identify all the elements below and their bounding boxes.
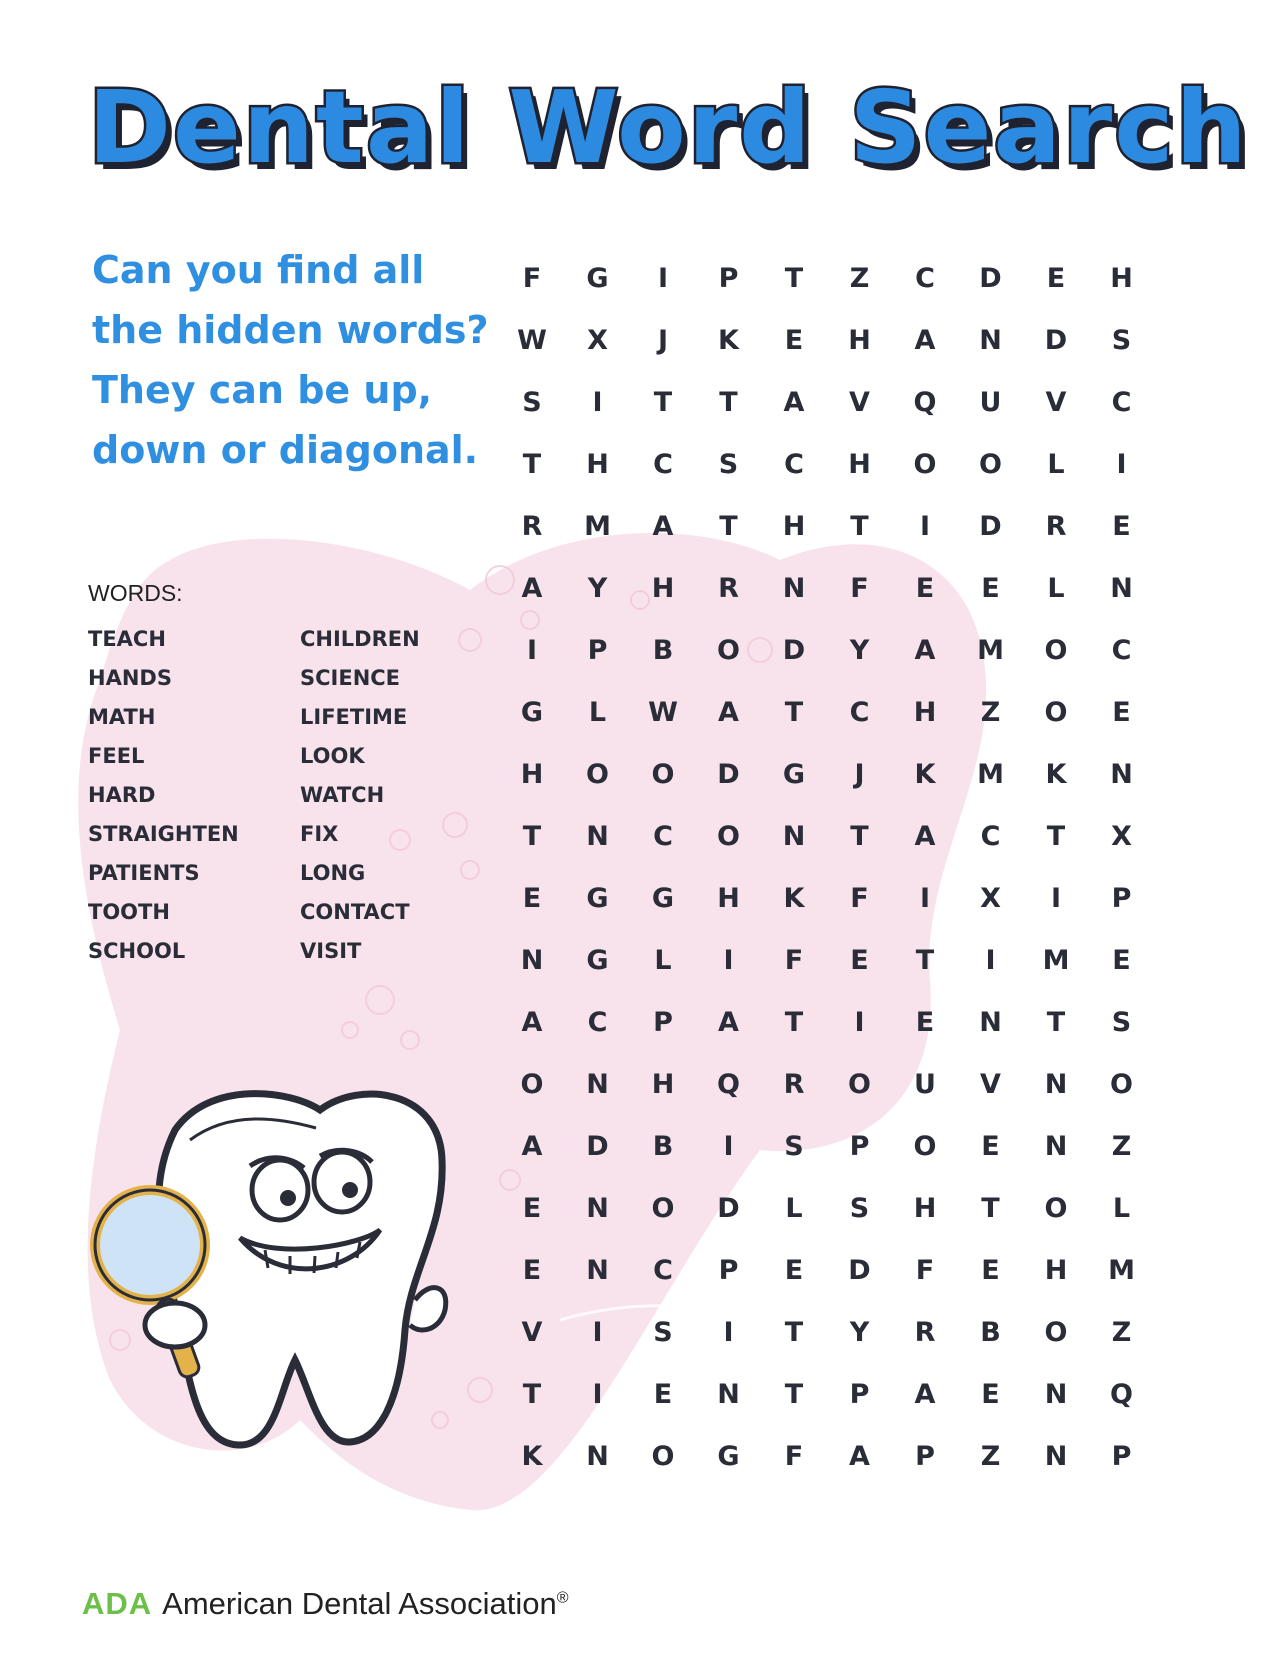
grid-letter: P xyxy=(1111,883,1132,914)
grid-letter: B xyxy=(652,1131,674,1162)
grid-letter: N xyxy=(1044,1379,1068,1410)
grid-letter: U xyxy=(979,387,1002,418)
grid-letter: C xyxy=(653,821,673,852)
grid-letter: G xyxy=(717,1441,740,1472)
grid-letter: P xyxy=(849,1379,870,1410)
word-list-item: LIFETIME xyxy=(300,705,408,729)
grid-letter: T xyxy=(915,945,935,976)
grid-letter: C xyxy=(980,821,1001,852)
grid-letter: I xyxy=(1116,449,1127,480)
word-list-item: TOOTH xyxy=(88,900,170,924)
grid-letter: H xyxy=(782,511,806,542)
grid-letter: Q xyxy=(1110,1379,1133,1410)
grid-letter: K xyxy=(521,1441,543,1472)
grid-letter: F xyxy=(850,883,869,914)
ada-logo-text: ADA xyxy=(82,1586,153,1621)
grid-letter: P xyxy=(849,1131,870,1162)
grid-letter: O xyxy=(717,821,740,852)
grid-letter: X xyxy=(1111,821,1132,852)
grid-letter: N xyxy=(1044,1069,1068,1100)
grid-letter: V xyxy=(1045,387,1067,418)
grid-letter: G xyxy=(586,263,609,294)
word-list-item: WATCH xyxy=(300,783,385,807)
grid-letter: C xyxy=(1111,635,1132,666)
word-list-item: FEEL xyxy=(88,744,145,768)
grid-letter: K xyxy=(783,883,805,914)
grid-letter: C xyxy=(1111,387,1132,418)
grid-letter: T xyxy=(850,821,869,852)
grid-letter: E xyxy=(850,945,869,976)
grid-letter: Y xyxy=(849,635,870,666)
grid-letter: E xyxy=(522,1193,542,1224)
grid-letter: D xyxy=(848,1255,871,1286)
grid-letter: B xyxy=(652,635,674,666)
grid-letter: W xyxy=(517,325,547,356)
grid-letter: A xyxy=(914,1379,936,1410)
grid-letter: K xyxy=(718,325,739,356)
grid-letter: V xyxy=(521,1317,543,1348)
grid-letter: L xyxy=(588,697,607,728)
grid-letter: D xyxy=(979,263,1002,294)
grid-letter: G xyxy=(520,697,544,728)
grid-letter: E xyxy=(1046,263,1066,294)
grid-letter: V xyxy=(849,387,870,418)
grid-letter: D xyxy=(717,1193,740,1224)
grid-letter: H xyxy=(651,1069,675,1100)
grid-letter: E xyxy=(981,573,1000,604)
grid-letter: I xyxy=(657,263,669,294)
grid-letter: Q xyxy=(913,387,937,418)
grid-letter: I xyxy=(723,1317,734,1348)
tooth-mascot-icon xyxy=(80,1070,480,1480)
grid-letter: P xyxy=(718,263,739,294)
grid-letter: O xyxy=(1044,697,1068,728)
grid-letter: I xyxy=(985,945,996,976)
grid-letter: W xyxy=(648,697,678,728)
word-list-item: SCIENCE xyxy=(300,666,401,690)
grid-letter: H xyxy=(848,325,871,356)
grid-letter: H xyxy=(717,883,740,914)
grid-letter: S xyxy=(653,1317,673,1348)
grid-letter: I xyxy=(592,387,603,418)
grid-letter: T xyxy=(719,387,738,418)
instructions xyxy=(92,240,492,480)
grid-letter: Z xyxy=(980,697,1001,728)
grid-letter: E xyxy=(1112,697,1131,728)
grid-letter: O xyxy=(717,635,740,666)
grid-letter: O xyxy=(848,1069,871,1100)
grid-letter: H xyxy=(651,573,675,604)
organization-name: American Dental Association xyxy=(162,1586,557,1621)
grid-letter: G xyxy=(651,883,675,914)
word-list-item: TEACH xyxy=(88,627,166,651)
grid-letter: P xyxy=(1111,1441,1132,1472)
instructions-line: Can you find all xyxy=(92,248,425,292)
grid-letter: Y xyxy=(587,573,608,604)
grid-letter: M xyxy=(977,759,1004,790)
grid-letter: L xyxy=(1112,1193,1131,1224)
grid-letter: D xyxy=(586,1131,609,1162)
grid-letter: E xyxy=(1112,511,1131,542)
grid-letter: H xyxy=(1044,1255,1068,1286)
grid-letter: E xyxy=(522,883,542,914)
grid-letter: A xyxy=(783,387,805,418)
grid-letter: F xyxy=(784,945,804,976)
grid-letter: E xyxy=(1112,945,1131,976)
grid-letter: N xyxy=(586,1441,609,1472)
grid-letter: N xyxy=(586,1193,609,1224)
grid-letter: R xyxy=(1045,511,1067,542)
grid-letter: N xyxy=(1044,1131,1068,1162)
grid-letter: N xyxy=(586,1069,609,1100)
grid-letter: F xyxy=(915,1255,935,1286)
grid-letter: C xyxy=(653,449,673,480)
word-list-item: STRAIGHTEN xyxy=(88,822,239,846)
grid-letter: P xyxy=(653,1007,673,1038)
grid-letter: H xyxy=(1110,263,1133,294)
word-list-item: VISIT xyxy=(300,939,362,963)
grid-letter: T xyxy=(1046,1007,1066,1038)
grid-letter: J xyxy=(657,325,669,356)
grid-letter: T xyxy=(784,1007,804,1038)
instructions-line: down or diagonal. xyxy=(92,428,479,472)
grid-letter: S xyxy=(849,1193,870,1224)
grid-letter: O xyxy=(1044,1317,1068,1348)
registered-mark: ® xyxy=(556,1589,569,1607)
page-title: Dental Word Search xyxy=(88,69,1249,186)
word-list-heading: WORDS: xyxy=(88,580,183,606)
grid-letter: I xyxy=(1050,883,1062,914)
grid-letter: T xyxy=(784,1379,804,1410)
grid-letter: D xyxy=(1044,325,1068,356)
grid-letter: A xyxy=(652,511,674,542)
grid-letter: A xyxy=(914,821,936,852)
grid-letter: X xyxy=(980,883,1001,914)
grid-letter: I xyxy=(919,511,931,542)
grid-letter: N xyxy=(520,945,544,976)
grid-letter: N xyxy=(717,1379,740,1410)
word-list-item: FIX xyxy=(300,822,339,846)
grid-letter: R xyxy=(783,1069,805,1100)
grid-letter: N xyxy=(782,821,806,852)
grid-letter: I xyxy=(526,635,538,666)
grid-letter: C xyxy=(653,1255,673,1286)
grid-letter: A xyxy=(914,635,936,666)
grid-letter: R xyxy=(521,511,543,542)
grid-letter: T xyxy=(653,387,673,418)
grid-letter: C xyxy=(915,263,935,294)
grid-letter: T xyxy=(719,511,738,542)
grid-letter: Z xyxy=(1111,1131,1132,1162)
grid-letter: N xyxy=(979,325,1002,356)
grid-letter: B xyxy=(980,1317,1001,1348)
grid-letter: T xyxy=(784,697,804,728)
word-list-item: SCHOOL xyxy=(88,939,186,963)
grid-letter: H xyxy=(848,449,871,480)
word-list-item: LONG xyxy=(300,861,366,885)
grid-letter: T xyxy=(1046,821,1066,852)
grid-letter: O xyxy=(1044,1193,1068,1224)
grid-letter: O xyxy=(651,759,675,790)
grid-letter: X xyxy=(587,325,608,356)
grid-letter: A xyxy=(914,325,936,356)
grid-letter: T xyxy=(850,511,869,542)
grid-letter: T xyxy=(981,1193,1000,1224)
grid-letter: O xyxy=(1044,635,1068,666)
grid-letter: A xyxy=(521,573,543,604)
grid-letter: Y xyxy=(849,1317,870,1348)
grid-letter: S xyxy=(1111,325,1132,356)
grid-letter: P xyxy=(915,1441,935,1472)
grid-letter: L xyxy=(654,945,672,976)
grid-letter: E xyxy=(915,1007,935,1038)
grid-letter: K xyxy=(1045,759,1067,790)
grid-letter: D xyxy=(979,511,1002,542)
grid-letter: K xyxy=(914,759,936,790)
grid-letter: G xyxy=(586,883,609,914)
grid-letter: I xyxy=(723,945,734,976)
grid-letter: D xyxy=(782,635,806,666)
grid-letter: N xyxy=(586,1255,609,1286)
word-list-item: CONTACT xyxy=(300,900,410,924)
grid-letter: C xyxy=(784,449,804,480)
grid-letter: I xyxy=(854,1007,865,1038)
grid-letter: A xyxy=(521,1131,543,1162)
grid-letter: M xyxy=(584,511,611,542)
grid-letter: S xyxy=(718,449,739,480)
grid-letter: I xyxy=(592,1317,603,1348)
grid-letter: V xyxy=(980,1069,1001,1100)
word-list-column-1 xyxy=(88,620,239,971)
grid-letter: A xyxy=(521,1007,543,1038)
grid-letter: Z xyxy=(1111,1317,1132,1348)
grid-letter: O xyxy=(520,1069,544,1100)
grid-letter: P xyxy=(718,1255,739,1286)
grid-letter: F xyxy=(522,263,542,294)
grid-letter: T xyxy=(784,263,804,294)
grid-letter: T xyxy=(784,1317,804,1348)
grid-letter: L xyxy=(1047,449,1065,480)
grid-letter: S xyxy=(784,1131,804,1162)
grid-letter: I xyxy=(919,883,931,914)
grid-letter: N xyxy=(782,573,806,604)
grid-letter: E xyxy=(522,1255,542,1286)
grid-letter: A xyxy=(718,1007,739,1038)
word-list-column-2 xyxy=(300,620,420,971)
grid-letter: N xyxy=(979,1007,1002,1038)
grid-letter: N xyxy=(586,821,609,852)
grid-letter: H xyxy=(520,759,544,790)
grid-letter: I xyxy=(723,1131,734,1162)
grid-letter: A xyxy=(718,697,739,728)
grid-letter: O xyxy=(651,1193,675,1224)
grid-letter: T xyxy=(522,449,542,480)
grid-letter: N xyxy=(1110,573,1133,604)
grid-letter: P xyxy=(587,635,608,666)
grid-letter: N xyxy=(1110,759,1133,790)
grid-letter: H xyxy=(913,697,937,728)
grid-letter: T xyxy=(522,821,542,852)
word-list-item: PATIENTS xyxy=(88,861,200,885)
grid-letter: L xyxy=(1047,573,1065,604)
grid-letter: E xyxy=(981,1255,1000,1286)
grid-letter: E xyxy=(653,1379,673,1410)
grid-letter: E xyxy=(915,573,935,604)
grid-letter: N xyxy=(1044,1441,1068,1472)
grid-letter: O xyxy=(979,449,1002,480)
grid-letter: A xyxy=(849,1441,870,1472)
grid-letter: G xyxy=(782,759,806,790)
grid-letter: O xyxy=(913,449,937,480)
grid-letter: J xyxy=(854,759,865,790)
grid-letter: U xyxy=(914,1069,936,1100)
instructions-line: the hidden words? xyxy=(92,308,489,352)
letter-grid xyxy=(512,248,1167,1488)
grid-letter: M xyxy=(1042,945,1070,976)
grid-letter: E xyxy=(784,1255,804,1286)
grid-letter: M xyxy=(1108,1255,1135,1286)
grid-letter: H xyxy=(913,1193,937,1224)
grid-letter: S xyxy=(522,387,542,418)
grid-letter: E xyxy=(981,1379,1000,1410)
grid-letter: D xyxy=(717,759,740,790)
grid-letter: R xyxy=(718,573,739,604)
grid-letter: I xyxy=(592,1379,603,1410)
grid-letter: E xyxy=(981,1131,1000,1162)
instructions-line: They can be up, xyxy=(92,368,433,412)
footer-organization xyxy=(82,1586,569,1622)
grid-letter: C xyxy=(849,697,870,728)
grid-letter: Z xyxy=(980,1441,1001,1472)
grid-letter: H xyxy=(586,449,609,480)
word-list-item: MATH xyxy=(88,705,156,729)
grid-letter: O xyxy=(586,759,609,790)
grid-letter: O xyxy=(1110,1069,1133,1100)
grid-letter: S xyxy=(1111,1007,1132,1038)
grid-letter: G xyxy=(586,945,609,976)
grid-letter: F xyxy=(850,573,869,604)
grid-letter: E xyxy=(784,325,804,356)
grid-letter: L xyxy=(785,1193,803,1224)
word-list-item: CHILDREN xyxy=(300,627,420,651)
grid-letter: Q xyxy=(717,1069,740,1100)
word-list-item: LOOK xyxy=(300,744,365,768)
grid-letter: F xyxy=(784,1441,804,1472)
word-list-item: HARD xyxy=(88,783,156,807)
grid-letter: C xyxy=(587,1007,608,1038)
word-list-item: HANDS xyxy=(88,666,172,690)
grid-letter: M xyxy=(977,635,1004,666)
grid-letter: O xyxy=(913,1131,937,1162)
grid-letter: O xyxy=(651,1441,675,1472)
grid-letter: R xyxy=(914,1317,936,1348)
grid-letter: Z xyxy=(849,263,870,294)
grid-letter: T xyxy=(522,1379,542,1410)
